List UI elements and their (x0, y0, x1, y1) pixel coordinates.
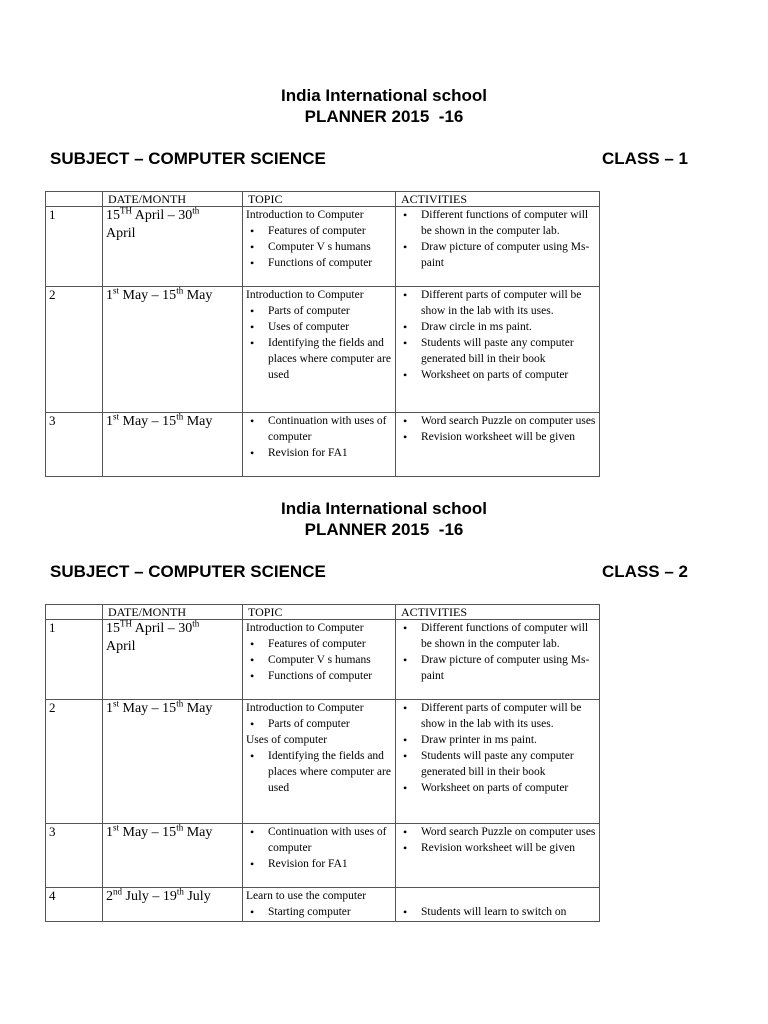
topic-line: Learn to use the computer (246, 890, 367, 902)
row-topic (243, 287, 396, 413)
table-row (46, 824, 600, 888)
row-number: 1 (46, 207, 103, 287)
row-number: 2 (46, 287, 103, 413)
activity-bullet: • Word search Puzzle on computer uses (421, 824, 596, 840)
header-date: DATE/MONTH (103, 605, 243, 620)
activity-bullet: • Draw circle in ms paint. (421, 319, 596, 335)
row-date: 1st May – 15th May (103, 413, 243, 477)
activity-bullet: • Draw printer in ms paint. (421, 732, 596, 748)
activity-bullet: • Students will learn to switch on (421, 904, 596, 920)
topic-bullet: • Revision for FA1 (268, 445, 392, 461)
row-date: 2nd July – 19th July (103, 888, 243, 922)
planner-table (45, 191, 600, 477)
row-activities (396, 824, 600, 888)
topic-bullet: • Functions of computer (268, 668, 392, 684)
topic-bullet: • Functions of computer (268, 255, 392, 271)
planner-table (45, 604, 600, 922)
row-activities (396, 207, 600, 287)
row-date: 15TH April – 30th April (103, 620, 243, 700)
header-num (46, 192, 103, 207)
topic-line: Introduction to Computer (246, 702, 364, 714)
row-topic (243, 888, 396, 922)
topic-bullet: • Revision for FA1 (268, 856, 392, 872)
activity-bullet: • Worksheet on parts of computer (421, 780, 596, 796)
row-activities (396, 620, 600, 700)
topic-bullet: • Starting computer (268, 904, 392, 920)
header-topic: TOPIC (243, 605, 396, 620)
class-heading: CLASS – 1 (602, 149, 688, 168)
topic-line: Uses of computer (246, 734, 328, 746)
topic-bullet: • Identifying the fields and places where computer are used (268, 335, 392, 383)
activity-bullet: • Different functions of computer will be shown in the computer lab. (421, 620, 596, 652)
row-number: 4 (46, 888, 103, 922)
header-date: DATE/MONTH (103, 192, 243, 207)
topic-bullet: • Uses of computer (268, 319, 392, 335)
topic-bullet: • Features of computer (268, 636, 392, 652)
row-topic (243, 207, 396, 287)
planner-title: PLANNER 2015 -16 (304, 520, 464, 539)
row-date: 15TH April – 30th April (103, 207, 243, 287)
topic-bullet: • Computer V s humans (268, 652, 392, 668)
table-row (46, 888, 600, 922)
activity-bullet: • Draw picture of computer using Ms-paint (421, 239, 596, 271)
row-number: 1 (46, 620, 103, 700)
table-row (46, 620, 600, 700)
table-row (46, 207, 600, 287)
class-heading: CLASS – 2 (602, 562, 688, 581)
activity-bullet: • Revision worksheet will be given (421, 840, 596, 856)
row-number: 3 (46, 824, 103, 888)
row-date: 1st May – 15th May (103, 700, 243, 824)
subject-heading: SUBJECT – COMPUTER SCIENCE (50, 149, 326, 168)
table-header-row (46, 605, 600, 620)
header-num (46, 605, 103, 620)
activity-bullet: • Worksheet on parts of computer (421, 367, 596, 383)
planner-title: PLANNER 2015 -16 (304, 107, 464, 126)
table-row (46, 413, 600, 477)
topic-bullet: • Parts of computer (268, 716, 392, 732)
school-name: India International school (281, 499, 487, 518)
row-activities (396, 888, 600, 922)
topic-line: Introduction to Computer (246, 622, 364, 634)
activity-bullet: • Different parts of computer will be show in the lab with its uses. (421, 287, 596, 319)
header-topic: TOPIC (243, 192, 396, 207)
activity-bullet: • Students will paste any computer generated bill in their book (421, 335, 596, 367)
row-topic (243, 824, 396, 888)
row-topic (243, 620, 396, 700)
row-activities (396, 287, 600, 413)
activity-bullet: • Different parts of computer will be show in the lab with its uses. (421, 700, 596, 732)
topic-bullet: • Continuation with uses of computer (268, 413, 392, 445)
school-name: India International school (281, 86, 487, 105)
topic-bullet: • Computer V s humans (268, 239, 392, 255)
row-topic (243, 700, 396, 824)
activity-bullet: • Revision worksheet will be given (421, 429, 596, 445)
topic-bullet: • Identifying the fields and places where computer are used (268, 748, 392, 796)
row-activities (396, 413, 600, 477)
table-header-row (46, 192, 600, 207)
row-number: 2 (46, 700, 103, 824)
activity-bullet: • Draw picture of computer using Ms-paint (421, 652, 596, 684)
row-topic (243, 413, 396, 477)
header-activities: ACTIVITIES (396, 192, 600, 207)
activity-bullet: • Students will paste any computer generated bill in their book (421, 748, 596, 780)
topic-bullet: • Parts of computer (268, 303, 392, 319)
header-activities: ACTIVITIES (396, 605, 600, 620)
topic-bullet: • Continuation with uses of computer (268, 824, 392, 856)
row-activities (396, 700, 600, 824)
activity-bullet: • Word search Puzzle on computer uses (421, 413, 596, 429)
topic-line: Introduction to Computer (246, 289, 364, 301)
row-date: 1st May – 15th May (103, 824, 243, 888)
topic-bullet: • Features of computer (268, 223, 392, 239)
table-row (46, 287, 600, 413)
row-number: 3 (46, 413, 103, 477)
subject-heading: SUBJECT – COMPUTER SCIENCE (50, 562, 326, 581)
topic-line: Introduction to Computer (246, 209, 364, 221)
table-row (46, 700, 600, 824)
activity-bullet: • Different functions of computer will be shown in the computer lab. (421, 207, 596, 239)
row-date: 1st May – 15th May (103, 287, 243, 413)
